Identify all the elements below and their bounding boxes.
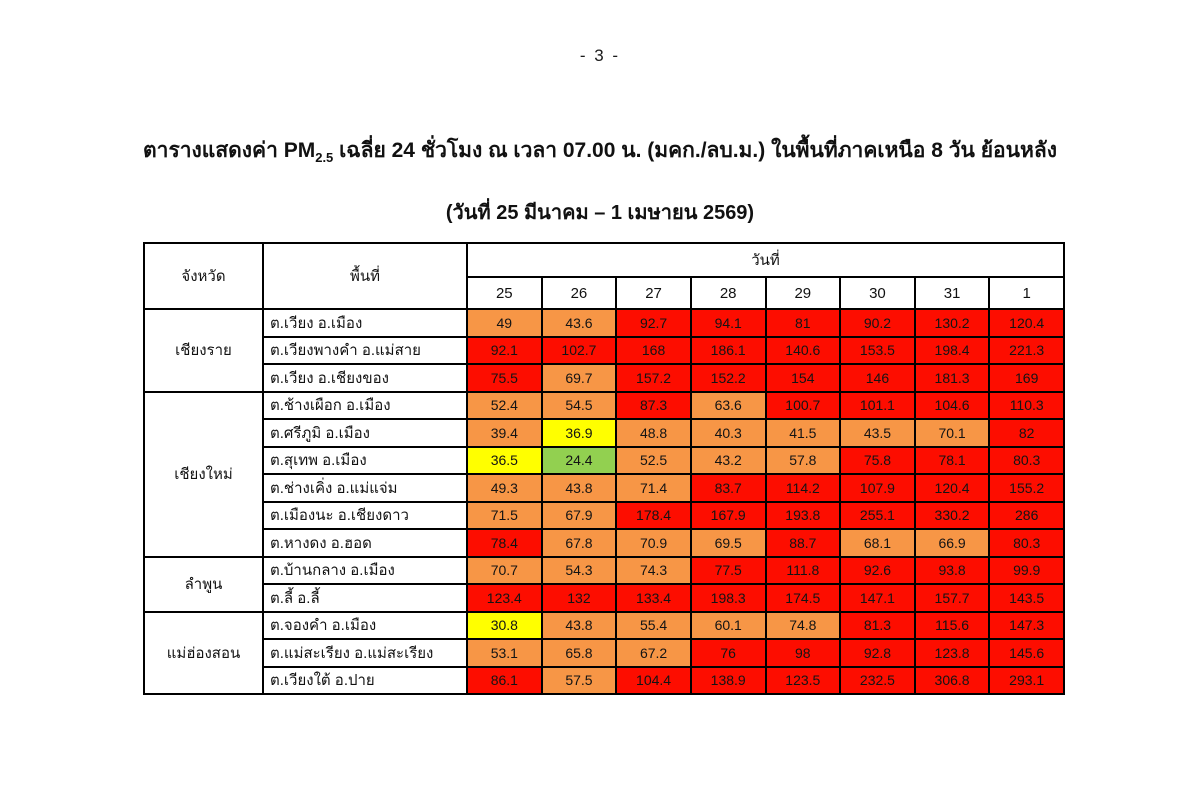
value-cell: 186.1 — [691, 337, 766, 365]
value-cell: 152.2 — [691, 364, 766, 392]
value-cell: 69.7 — [542, 364, 617, 392]
area-cell: ต.ช้างเผือก อ.เมือง — [263, 392, 467, 420]
value-cell: 232.5 — [840, 667, 915, 695]
value-cell: 86.1 — [467, 667, 542, 695]
value-cell: 104.6 — [915, 392, 990, 420]
value-cell: 40.3 — [691, 419, 766, 447]
table-row — [144, 584, 1064, 612]
value-cell: 169 — [989, 364, 1064, 392]
value-cell: 145.6 — [989, 639, 1064, 667]
value-cell: 140.6 — [766, 337, 841, 365]
value-cell: 60.1 — [691, 612, 766, 640]
value-cell: 330.2 — [915, 502, 990, 530]
value-cell: 168 — [616, 337, 691, 365]
value-cell: 30.8 — [467, 612, 542, 640]
value-cell: 306.8 — [915, 667, 990, 695]
value-cell: 178.4 — [616, 502, 691, 530]
value-cell: 70.1 — [915, 419, 990, 447]
header-day-28: 28 — [691, 277, 766, 309]
value-cell: 99.9 — [989, 557, 1064, 585]
value-cell: 63.6 — [691, 392, 766, 420]
value-cell: 93.8 — [915, 557, 990, 585]
value-cell: 154 — [766, 364, 841, 392]
header-day-25: 25 — [467, 277, 542, 309]
area-cell: ต.เวียง อ.เมือง — [263, 309, 467, 337]
value-cell: 198.3 — [691, 584, 766, 612]
pm25-table — [143, 242, 1065, 695]
area-cell: ต.ลี้ อ.ลี้ — [263, 584, 467, 612]
value-cell: 92.6 — [840, 557, 915, 585]
value-cell: 143.5 — [989, 584, 1064, 612]
area-cell: ต.จองคำ อ.เมือง — [263, 612, 467, 640]
value-cell: 181.3 — [915, 364, 990, 392]
value-cell: 68.1 — [840, 529, 915, 557]
value-cell: 81 — [766, 309, 841, 337]
value-cell: 90.2 — [840, 309, 915, 337]
province-cell: เชียงราย — [144, 309, 263, 392]
value-cell: 102.7 — [542, 337, 617, 365]
value-cell: 43.6 — [542, 309, 617, 337]
value-cell: 167.9 — [691, 502, 766, 530]
value-cell: 48.8 — [616, 419, 691, 447]
value-cell: 132 — [542, 584, 617, 612]
value-cell: 286 — [989, 502, 1064, 530]
table-row — [144, 667, 1064, 695]
table-row — [144, 392, 1064, 420]
province-cell: ลำพูน — [144, 557, 263, 612]
value-cell: 71.5 — [467, 502, 542, 530]
value-cell: 193.8 — [766, 502, 841, 530]
table-row — [144, 529, 1064, 557]
value-cell: 80.3 — [989, 529, 1064, 557]
value-cell: 69.5 — [691, 529, 766, 557]
value-cell: 130.2 — [915, 309, 990, 337]
header-day-1: 1 — [989, 277, 1064, 309]
value-cell: 52.5 — [616, 447, 691, 475]
value-cell: 138.9 — [691, 667, 766, 695]
value-cell: 82 — [989, 419, 1064, 447]
value-cell: 78.1 — [915, 447, 990, 475]
table-row — [144, 502, 1064, 530]
value-cell: 54.5 — [542, 392, 617, 420]
report-title-prefix: ตารางแสดงค่า PM — [143, 139, 316, 162]
value-cell: 67.8 — [542, 529, 617, 557]
value-cell: 115.6 — [915, 612, 990, 640]
header-day-31: 31 — [915, 277, 990, 309]
value-cell: 77.5 — [691, 557, 766, 585]
value-cell: 123.8 — [915, 639, 990, 667]
table-row — [144, 364, 1064, 392]
value-cell: 43.2 — [691, 447, 766, 475]
value-cell: 114.2 — [766, 474, 841, 502]
report-title — [0, 134, 1200, 167]
value-cell: 71.4 — [616, 474, 691, 502]
header-area: พื้นที่ — [263, 243, 467, 309]
value-cell: 88.7 — [766, 529, 841, 557]
header-day-30: 30 — [840, 277, 915, 309]
pm25-subscript: 2.5 — [315, 150, 334, 165]
value-cell: 94.1 — [691, 309, 766, 337]
value-cell: 98 — [766, 639, 841, 667]
value-cell: 75.8 — [840, 447, 915, 475]
value-cell: 78.4 — [467, 529, 542, 557]
area-cell: ต.เวียง อ.เชียงของ — [263, 364, 467, 392]
value-cell: 153.5 — [840, 337, 915, 365]
value-cell: 123.4 — [467, 584, 542, 612]
value-cell: 74.8 — [766, 612, 841, 640]
header-day-29: 29 — [766, 277, 841, 309]
value-cell: 36.9 — [542, 419, 617, 447]
value-cell: 67.2 — [616, 639, 691, 667]
value-cell: 157.7 — [915, 584, 990, 612]
value-cell: 155.2 — [989, 474, 1064, 502]
value-cell: 43.8 — [542, 474, 617, 502]
table-row — [144, 337, 1064, 365]
table-row — [144, 419, 1064, 447]
table-row — [144, 447, 1064, 475]
page-number: - 3 - — [579, 46, 621, 65]
area-cell: ต.หางดง อ.ฮอด — [263, 529, 467, 557]
value-cell: 100.7 — [766, 392, 841, 420]
table-row — [144, 309, 1064, 337]
area-cell: ต.บ้านกลาง อ.เมือง — [263, 557, 467, 585]
area-cell: ต.ช่างเคิ่ง อ.แม่แจ่ม — [263, 474, 467, 502]
value-cell: 147.3 — [989, 612, 1064, 640]
value-cell: 49.3 — [467, 474, 542, 502]
value-cell: 52.4 — [467, 392, 542, 420]
table-row — [144, 612, 1064, 640]
province-cell: เชียงใหม่ — [144, 392, 263, 557]
value-cell: 80.3 — [989, 447, 1064, 475]
value-cell: 43.8 — [542, 612, 617, 640]
value-cell: 92.8 — [840, 639, 915, 667]
value-cell: 123.5 — [766, 667, 841, 695]
header-day-26: 26 — [542, 277, 617, 309]
header-date: วันที่ — [467, 243, 1064, 277]
header-day-27: 27 — [616, 277, 691, 309]
table-body — [144, 309, 1064, 694]
value-cell: 57.5 — [542, 667, 617, 695]
value-cell: 70.9 — [616, 529, 691, 557]
area-cell: ต.สุเทพ อ.เมือง — [263, 447, 467, 475]
value-cell: 120.4 — [915, 474, 990, 502]
report-title-suffix: เฉลี่ย 24 ชั่วโมง ณ เวลา 07.00 น. (มคก./ลบ.ม.) ในพื้นที่ภาคเหนือ 8 วัน ย้อนหลัง — [333, 139, 1057, 162]
area-cell: ต.แม่สะเรียง อ.แม่สะเรียง — [263, 639, 467, 667]
value-cell: 221.3 — [989, 337, 1064, 365]
value-cell: 133.4 — [616, 584, 691, 612]
table-row — [144, 639, 1064, 667]
value-cell: 49 — [467, 309, 542, 337]
area-cell: ต.เวียงพางคำ อ.แม่สาย — [263, 337, 467, 365]
value-cell: 76 — [691, 639, 766, 667]
value-cell: 39.4 — [467, 419, 542, 447]
value-cell: 57.8 — [766, 447, 841, 475]
province-cell: แม่ฮ่องสอน — [144, 612, 263, 695]
value-cell: 87.3 — [616, 392, 691, 420]
value-cell: 101.1 — [840, 392, 915, 420]
value-cell: 157.2 — [616, 364, 691, 392]
table-row — [144, 474, 1064, 502]
value-cell: 24.4 — [542, 447, 617, 475]
area-cell: ต.ศรีภูมิ อ.เมือง — [263, 419, 467, 447]
value-cell: 146 — [840, 364, 915, 392]
area-cell: ต.เมืองนะ อ.เชียงดาว — [263, 502, 467, 530]
report-subtitle: (วันที่ 25 มีนาคม – 1 เมษายน 2569) — [445, 202, 755, 224]
value-cell: 81.3 — [840, 612, 915, 640]
value-cell: 174.5 — [766, 584, 841, 612]
value-cell: 67.9 — [542, 502, 617, 530]
value-cell: 120.4 — [989, 309, 1064, 337]
value-cell: 293.1 — [989, 667, 1064, 695]
value-cell: 92.1 — [467, 337, 542, 365]
value-cell: 75.5 — [467, 364, 542, 392]
value-cell: 43.5 — [840, 419, 915, 447]
value-cell: 147.1 — [840, 584, 915, 612]
value-cell: 66.9 — [915, 529, 990, 557]
table-row — [144, 557, 1064, 585]
value-cell: 104.4 — [616, 667, 691, 695]
value-cell: 83.7 — [691, 474, 766, 502]
value-cell: 198.4 — [915, 337, 990, 365]
value-cell: 255.1 — [840, 502, 915, 530]
value-cell: 107.9 — [840, 474, 915, 502]
value-cell: 54.3 — [542, 557, 617, 585]
value-cell: 70.7 — [467, 557, 542, 585]
value-cell: 55.4 — [616, 612, 691, 640]
value-cell: 65.8 — [542, 639, 617, 667]
value-cell: 41.5 — [766, 419, 841, 447]
value-cell: 36.5 — [467, 447, 542, 475]
value-cell: 92.7 — [616, 309, 691, 337]
value-cell: 74.3 — [616, 557, 691, 585]
area-cell: ต.เวียงใต้ อ.ปาย — [263, 667, 467, 695]
value-cell: 53.1 — [467, 639, 542, 667]
header-province: จังหวัด — [144, 243, 263, 309]
value-cell: 111.8 — [766, 557, 841, 585]
value-cell: 110.3 — [989, 392, 1064, 420]
